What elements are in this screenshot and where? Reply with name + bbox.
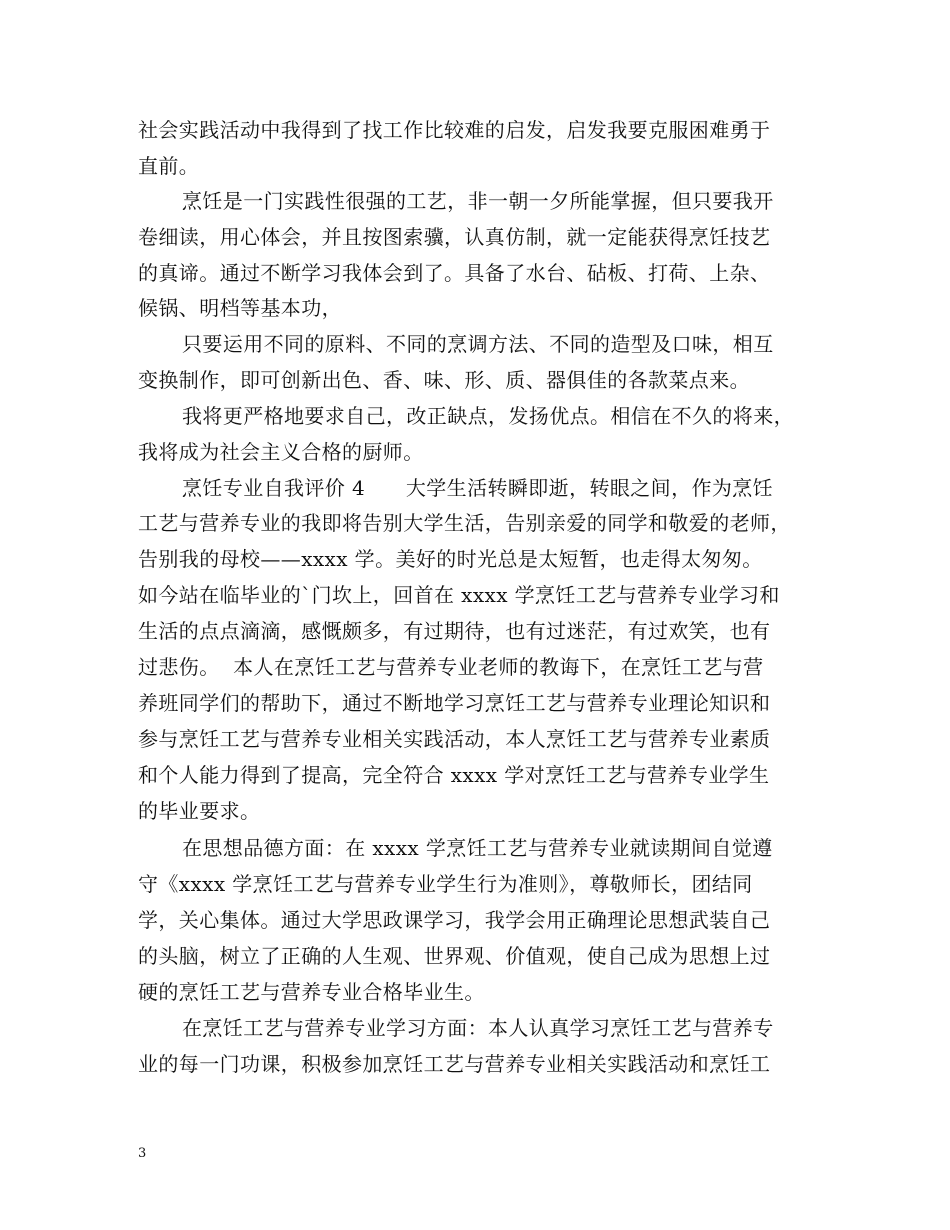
page-number: 3 [138, 1146, 147, 1161]
text-line: 我将更严格地要求自己，改正缺点，发扬优点。相信在不久的将来， [182, 404, 794, 428]
text-line: 参与烹饪工艺与营养专业相关实践活动，本人烹饪工艺与营养专业素质 [138, 727, 771, 751]
text-line: 硬的烹饪工艺与营养专业合格毕业生。 [138, 980, 485, 1004]
text-line: 的头脑，树立了正确的人生观、世界观、价值观，使自己成为思想上过 [138, 944, 771, 968]
text-line: 在思想品德方面：在 xxxx 学烹饪工艺与营养专业就读期间自觉遵 [182, 836, 773, 860]
text-line: 告别我的母校——xxxx 学。美好的时光总是太短暂，也走得太匆匆。 [138, 547, 763, 571]
text-line: 社会实践活动中我得到了找工作比较难的启发，启发我要克服困难勇于 [138, 118, 771, 142]
text-line: 烹饪是一门实践性很强的工艺，非一朝一夕所能掌握，但只要我开 [182, 189, 774, 213]
text-line: 业的每一门功课，积极参加烹饪工艺与营养专业相关实践活动和烹饪工 [138, 1052, 771, 1076]
text-line: 我将成为社会主义合格的厨师。 [138, 440, 424, 464]
text-line: 守《xxxx 学烹饪工艺与营养专业学生行为准则》，尊敬师长，团结同 [138, 872, 753, 896]
text-line: 过悲伤。 本人在烹饪工艺与营养专业老师的教诲下，在烹饪工艺与营 [138, 655, 764, 679]
text-line: 在烹饪工艺与营养专业学习方面：本人认真学习烹饪工艺与营养专 [182, 1016, 774, 1040]
text-line: 只要运用不同的原料、不同的烹调方法、不同的造型及口味，相互 [182, 332, 774, 356]
text-line: 候锅、明档等基本功， [138, 296, 342, 320]
text-line: 如今站在临毕业的`门坎上，回首在 xxxx 学烹饪工艺与营养专业学习和 [138, 583, 780, 607]
text-line: 和个人能力得到了提高，完全符合 xxxx 学对烹饪工艺与营养专业学生 [138, 763, 770, 787]
text-line: 的毕业要求。 [138, 799, 261, 823]
text-line: 养班同学们的帮助下，通过不断地学习烹饪工艺与营养专业理论知识和 [138, 691, 771, 715]
text-line: 变换制作，即可创新出色、香、味、形、质、器俱佳的各款菜点来。 [138, 368, 750, 392]
text-line: 烹饪专业自我评价 4 大学生活转瞬即逝，转眼之间，作为烹饪 [182, 476, 774, 500]
text-line: 生活的点点滴滴，感慨颇多，有过期待，也有过迷茫，有过欢笑，也有 [138, 619, 771, 643]
text-line: 直前。 [138, 154, 200, 178]
text-line: 卷细读，用心体会，并且按图索骥，认真仿制，就一定能获得烹饪技艺 [138, 225, 771, 249]
text-line: 的真谛。通过不断学习我体会到了。具备了水台、砧板、打荷、上杂、 [138, 261, 771, 285]
text-line: 学，关心集体。通过大学思政课学习，我学会用正确理论思想武装自己 [138, 908, 771, 932]
text-line: 工艺与营养专业的我即将告别大学生活，告别亲爱的同学和敬爱的老师， [138, 511, 791, 535]
